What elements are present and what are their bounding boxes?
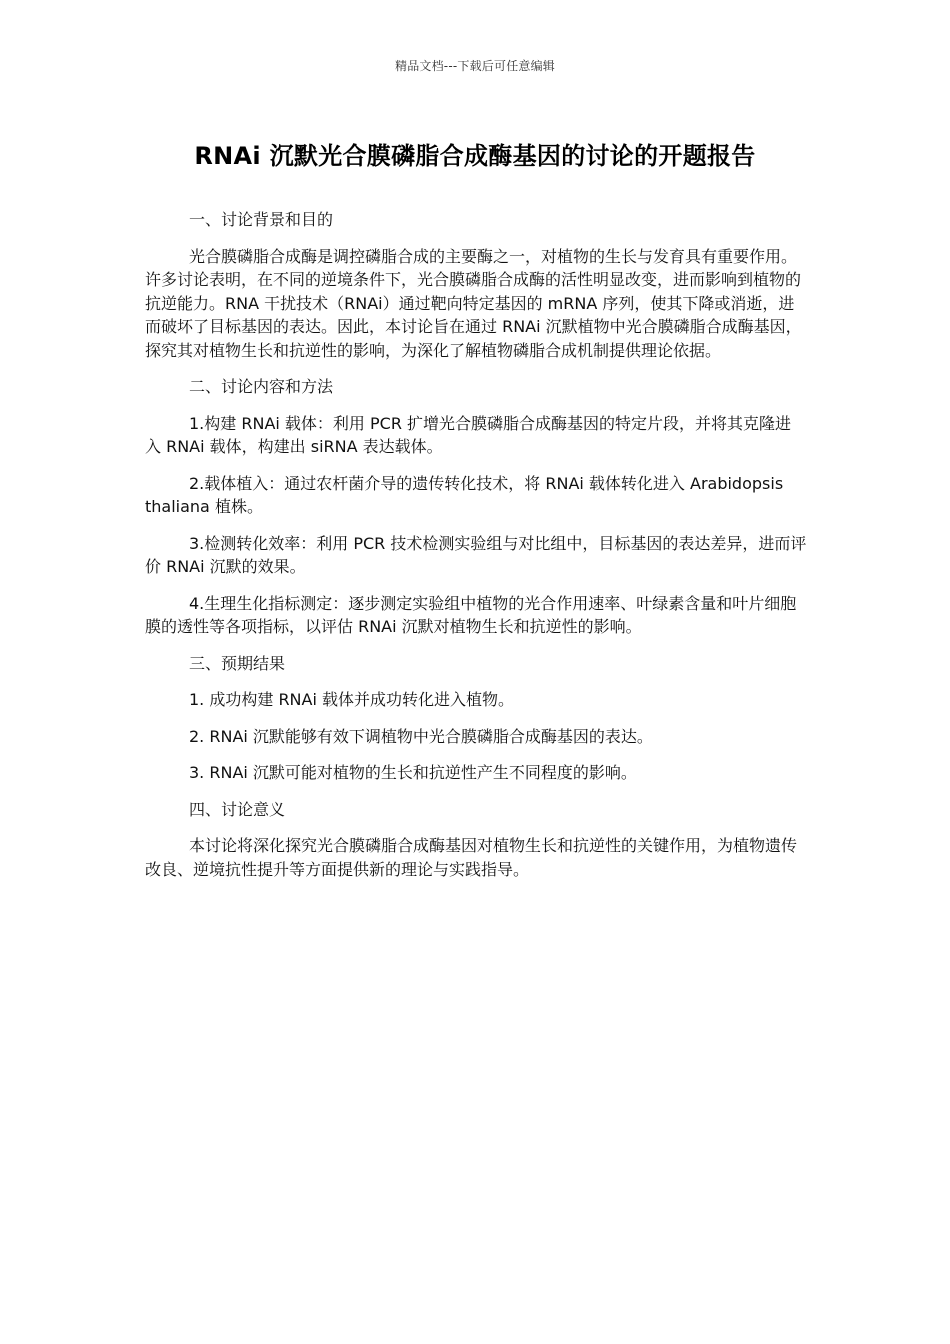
document-body [145,208,807,894]
paragraph-method-4: 4.生理生化指标测定：逐步测定实验组中植物的光合作用速率、叶绿素含量和叶片细胞膜的透性等各项指标，以评估 RNAi 沉默对植物生长和抗逆性的影响。 [145,593,797,636]
paragraph-background: 光合膜磷脂合成酶是调控磷脂合成的主要酶之一，对植物的生长与发育具有重要作用。许多讨论表明，在不同的逆境条件下，光合膜磷脂合成酶的活性明显改变，进而影响到植物的抗逆能力。RNA 干扰技术（RNAi）通过靶向特定基因的 mRNA 序列，使其下降或消逝，进而破坏了目标基因的表达。因此，本讨论旨在通过 RNAi 沉默植物中光合膜磷脂合成酶基因，探究其对植物生长和抗逆性的影响，为深化了解植物磷脂合成机制提供理论依据。 [145,246,802,360]
section-heading-significance: 四、讨论意义 [189,799,286,819]
header-note: 精品文档---下载后可任意编辑 [395,59,555,73]
paragraph-method-2: 2.载体植入：通过农杆菌介导的遗传转化技术，将 RNAi 载体转化进入 Arabidopsis thaliana 植株。 [145,473,784,516]
section-heading-expected-results: 三、预期结果 [189,653,286,673]
paragraph-significance: 本讨论将深化探究光合膜磷脂合成酶基因对植物生长和抗逆性的关键作用，为植物遗传改良、逆境抗性提升等方面提供新的理论与实践指导。 [145,836,798,879]
paragraph-result-3: 3. RNAi 沉默可能对植物的生长和抗逆性产生不同程度的影响。 [189,763,637,782]
paragraph-method-3: 3.检测转化效率：利用 PCR 技术检测实验组与对比组中，目标基因的表达差异，进而评价 RNAi 沉默的效果。 [145,533,807,576]
paragraph-method-1: 1.构建 RNAi 载体：利用 PCR 扩增光合膜磷脂合成酶基因的特定片段，并将其克隆进入 RNAi 载体，构建出 siRNA 表达载体。 [145,413,792,456]
section-heading-background: 一、讨论背景和目的 [189,210,334,229]
paragraph-result-2: 2. RNAi 沉默能够有效下调植物中光合膜磷脂合成酶基因的表达。 [189,726,653,746]
paragraph-result-1: 1. 成功构建 RNAi 载体并成功转化进入植物。 [189,690,515,709]
section-heading-methods: 二、讨论内容和方法 [189,377,334,396]
document-title: RNAi 沉默光合膜磷脂合成酶基因的讨论的开题报告 [194,142,756,170]
